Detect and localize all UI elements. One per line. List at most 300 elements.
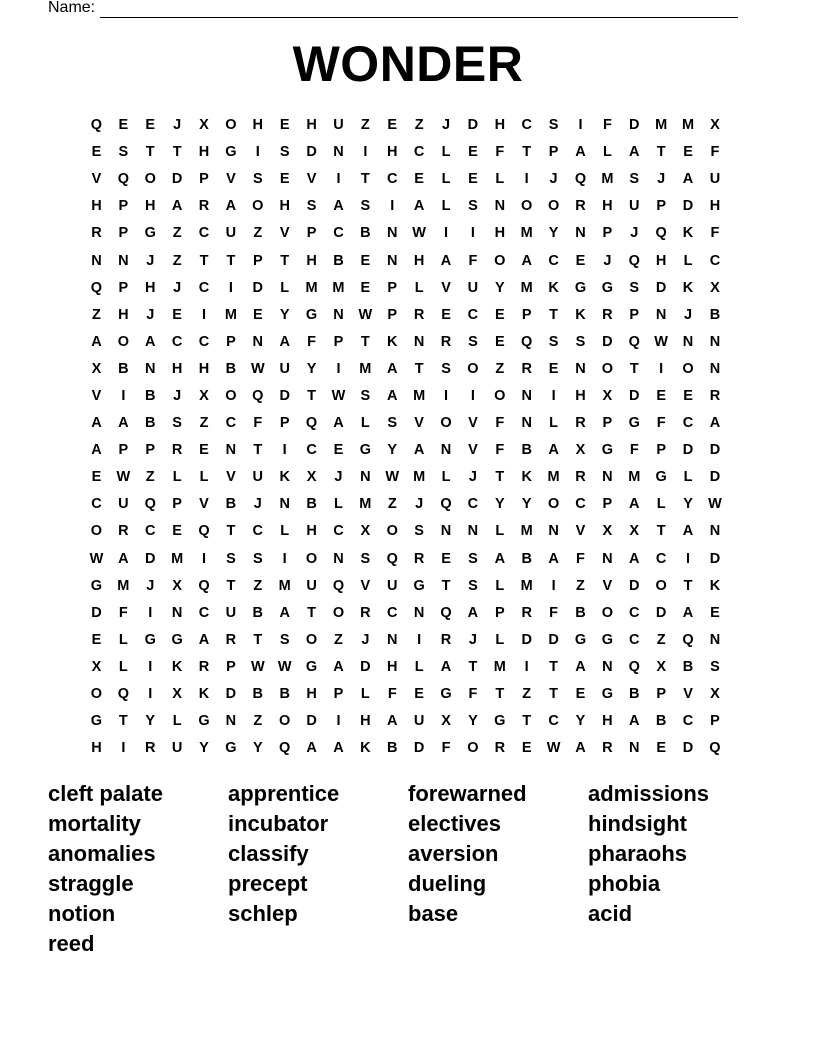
grid-letter: Q [709, 740, 721, 757]
grid-letter: H [91, 740, 102, 757]
grid-letter: O [144, 171, 156, 188]
grid-letter: R [709, 387, 721, 404]
grid-letter: A [279, 333, 290, 350]
grid-letter: G [171, 631, 183, 648]
grid-letter: F [441, 740, 451, 757]
grid-letter: N [387, 225, 398, 242]
grid-letter: F [495, 415, 505, 432]
grid-letter: Z [522, 686, 532, 703]
grid-letter: E [656, 387, 666, 404]
grid-letter: M [520, 279, 533, 296]
grid-letter: Z [172, 252, 182, 269]
grid-letter: G [144, 631, 156, 648]
grid-letter: J [468, 631, 477, 648]
grid-row [83, 139, 728, 166]
name-field [48, 0, 738, 18]
grid-row [83, 166, 728, 193]
grid-letter: K [387, 333, 398, 350]
grid-letter: C [198, 225, 210, 242]
grid-letter: I [390, 198, 395, 215]
grid-letter: N [440, 442, 452, 459]
grid-letter: H [709, 198, 721, 215]
grid-letter: J [146, 577, 155, 594]
word-list-item: anomalies [48, 841, 156, 866]
grid-letter: A [413, 198, 425, 215]
grid-letter: U [629, 198, 640, 215]
grid-letter: J [334, 469, 343, 486]
grid-letter: H [306, 252, 317, 269]
grid-letter: A [91, 442, 102, 459]
grid-letter: V [360, 577, 371, 594]
grid-letter: Q [655, 225, 667, 242]
grid-letter: P [387, 279, 398, 296]
grid-letter: W [358, 306, 373, 323]
grid-letter: I [121, 387, 126, 404]
grid-letter: A [521, 252, 532, 269]
grid-letter: P [279, 415, 290, 432]
grid-letter: K [548, 279, 559, 296]
grid-letter: O [655, 577, 667, 594]
grid-letter: R [602, 306, 613, 323]
grid-letter: I [255, 144, 260, 161]
grid-letter: T [549, 306, 559, 323]
grid-letter: O [494, 252, 506, 269]
grid-letter: B [521, 550, 532, 567]
grid-letter: T [360, 171, 370, 188]
grid-letter: M [601, 171, 614, 188]
grid-letter: I [524, 171, 529, 188]
grid-letter: N [360, 469, 371, 486]
grid-letter: L [495, 523, 505, 540]
grid-letter: K [575, 306, 586, 323]
grid-letter: G [601, 279, 613, 296]
grid-letter: O [386, 523, 398, 540]
grid-letter: A [91, 333, 102, 350]
grid-letter: R [171, 442, 183, 459]
grid-letter: E [199, 442, 209, 459]
grid-letter: U [171, 740, 183, 757]
grid-letter: L [360, 686, 370, 703]
grid-letter: E [91, 631, 102, 648]
word-list-item: phobia [588, 871, 661, 896]
grid-letter: L [172, 469, 182, 486]
grid-letter: M [547, 469, 560, 486]
grid-letter: D [655, 604, 667, 621]
grid-letter: B [252, 604, 264, 621]
grid-letter: N [440, 523, 452, 540]
grid-letter: X [602, 387, 613, 404]
grid-letter: K [360, 740, 371, 757]
grid-letter: D [467, 117, 479, 134]
grid-row [83, 600, 728, 627]
grid-letter: R [91, 225, 102, 242]
grid-letter: P [118, 442, 129, 459]
grid-letter: S [387, 415, 398, 432]
word-list-item: dueling [408, 871, 487, 896]
grid-letter: Z [576, 577, 585, 594]
grid-letter: I [444, 225, 449, 242]
grid-letter: Y [468, 713, 478, 730]
grid-letter: F [495, 442, 505, 459]
grid-letter: O [521, 198, 533, 215]
grid-letter: V [306, 171, 317, 188]
grid-letter: P [145, 442, 156, 459]
grid-letter: W [385, 469, 400, 486]
grid-letter: T [549, 658, 559, 675]
grid-letter: I [551, 577, 556, 594]
grid-letter: N [333, 144, 344, 161]
grid-letter: V [468, 415, 478, 432]
grid-letter: S [575, 333, 586, 350]
grid-letter: Y [199, 740, 209, 757]
grid-row [83, 627, 728, 654]
grid-row [83, 302, 728, 329]
grid-letter: N [252, 333, 264, 350]
grid-letter: V [199, 496, 209, 513]
grid-letter: L [334, 496, 343, 513]
word-list-item: straggle [48, 871, 134, 896]
grid-letter: J [146, 252, 155, 269]
grid-letter: B [144, 415, 156, 432]
grid-letter: L [602, 144, 612, 161]
grid-letter: S [710, 658, 720, 675]
grid-letter: D [709, 469, 721, 486]
grid-letter: N [602, 658, 613, 675]
grid-letter: I [336, 713, 341, 730]
grid-letter: G [494, 713, 506, 730]
grid-letter: F [629, 442, 639, 459]
grid-letter: P [710, 713, 720, 730]
grid-letter: Z [92, 306, 101, 323]
grid-letter: S [118, 144, 129, 161]
grid-letter: X [710, 279, 720, 296]
grid-letter: P [333, 333, 344, 350]
grid-letter: R [575, 469, 586, 486]
grid-letter: A [171, 198, 183, 215]
grid-letter: H [118, 306, 129, 323]
grid-letter: H [494, 117, 506, 134]
grid-letter: O [305, 550, 318, 567]
word-list-item: pharaohs [588, 841, 688, 866]
grid-letter: R [521, 360, 532, 377]
grid-letter: E [91, 469, 102, 486]
grid-letter: T [360, 333, 370, 350]
grid-letter: M [117, 577, 130, 594]
word-list-item: classify [228, 841, 309, 866]
grid-letter: T [226, 523, 236, 540]
grid-letter: I [686, 550, 691, 567]
grid-letter: L [414, 658, 424, 675]
grid-letter: L [118, 658, 128, 675]
grid-letter: N [602, 550, 613, 567]
grid-letter: R [494, 740, 506, 757]
grid-letter: Q [198, 523, 210, 540]
grid-letter: E [279, 117, 290, 134]
grid-letter: X [199, 387, 209, 404]
grid-letter: S [468, 550, 478, 567]
grid-letter: D [306, 713, 317, 730]
grid-letter: E [710, 604, 720, 621]
grid-letter: Y [521, 496, 532, 513]
grid-letter: E [172, 523, 182, 540]
grid-letter: I [659, 360, 664, 377]
grid-letter: Q [628, 658, 640, 675]
grid-row [83, 383, 728, 410]
grid-letter: B [279, 686, 290, 703]
grid-letter: W [331, 387, 346, 404]
grid-letter: C [198, 604, 210, 621]
grid-letter: A [333, 198, 344, 215]
grid-letter: E [145, 117, 156, 134]
grid-letter: O [332, 604, 345, 621]
grid-letter: V [683, 686, 693, 703]
grid-letter: X [602, 523, 613, 540]
grid-letter: B [629, 686, 640, 703]
word-list-item: admissions [588, 781, 710, 806]
grid-letter: S [172, 415, 182, 432]
grid-letter: X [91, 658, 102, 675]
grid-letter: E [575, 686, 586, 703]
grid-letter: N [413, 604, 425, 621]
grid-letter: F [468, 252, 478, 269]
grid-letter: Z [360, 117, 370, 134]
grid-letter: Q [305, 415, 318, 432]
grid-letter: O [117, 333, 129, 350]
grid-letter: T [629, 360, 639, 377]
word-list-item: cleft palate [48, 781, 163, 806]
grid-letter: K [682, 225, 694, 242]
grid-letter: P [548, 144, 559, 161]
grid-letter: M [628, 469, 641, 486]
grid-letter: O [601, 604, 613, 621]
grid-letter: N [333, 306, 344, 323]
grid-letter: S [306, 198, 317, 215]
grid-letter: T [145, 144, 155, 161]
grid-letter: T [199, 252, 209, 269]
grid-letter: D [252, 279, 264, 296]
grid-letter: B [225, 496, 237, 513]
grid-letter: N [655, 306, 667, 323]
grid-letter: Q [332, 577, 345, 594]
grid-letter: A [575, 658, 586, 675]
grid-letter: P [521, 306, 532, 323]
grid-letter: D [306, 144, 317, 161]
grid-letter: X [656, 658, 666, 675]
grid-letter: E [333, 442, 344, 459]
grid-letter: P [118, 279, 129, 296]
grid-letter: W [546, 740, 561, 757]
grid-letter: B [709, 306, 721, 323]
grid-letter: N [144, 360, 156, 377]
grid-letter: O [90, 686, 103, 703]
grid-letter: O [682, 360, 694, 377]
grid-letter: R [575, 198, 586, 215]
grid-letter: V [602, 577, 613, 594]
grid-letter: Y [306, 360, 317, 377]
grid-letter: L [414, 279, 424, 296]
grid-letter: U [279, 360, 290, 377]
grid-letter: J [173, 117, 182, 134]
grid-letter: J [173, 279, 182, 296]
grid-letter: B [387, 740, 398, 757]
grid-letter: V [575, 523, 586, 540]
word-list-item: schlep [228, 901, 298, 926]
grid-letter: B [360, 225, 371, 242]
grid-letter: T [280, 252, 290, 269]
grid-row [83, 518, 728, 545]
grid-letter: L [441, 198, 451, 215]
grid-letter: A [144, 333, 156, 350]
grid-letter: P [387, 306, 398, 323]
grid-letter: G [574, 631, 587, 648]
grid-letter: V [279, 225, 290, 242]
grid-letter: V [468, 442, 478, 459]
grid-letter: W [89, 550, 104, 567]
grid-letter: H [144, 279, 156, 296]
grid-letter: E [118, 117, 129, 134]
name-label: Name: [48, 0, 96, 16]
grid-letter: W [250, 360, 265, 377]
grid-letter: N [467, 523, 479, 540]
grid-letter: D [709, 442, 721, 459]
grid-letter: N [225, 713, 237, 730]
grid-letter: F [495, 144, 505, 161]
grid-letter: E [279, 171, 290, 188]
grid-letter: C [198, 333, 210, 350]
grid-letter: R [118, 523, 129, 540]
grid-letter: C [171, 333, 183, 350]
grid-letter: N [575, 225, 586, 242]
grid-letter: O [467, 740, 479, 757]
grid-letter: C [333, 523, 344, 540]
word-list-item: reed [48, 931, 95, 956]
grid-letter: I [282, 442, 287, 459]
grid-letter: K [198, 686, 210, 703]
grid-letter: Y [494, 279, 505, 296]
grid-row [83, 654, 728, 681]
grid-letter: S [360, 550, 371, 567]
grid-letter: N [494, 198, 506, 215]
grid-letter: U [413, 713, 425, 730]
grid-letter: T [549, 686, 559, 703]
grid-letter: E [683, 387, 693, 404]
grid-row [83, 410, 728, 437]
grid-letter: P [226, 658, 236, 675]
grid-letter: L [441, 144, 451, 161]
grid-letter: Z [656, 631, 666, 648]
grid-letter: N [91, 252, 102, 269]
grid-letter: M [171, 550, 184, 567]
grid-letter: C [575, 496, 586, 513]
grid-letter: M [332, 279, 345, 296]
grid-letter: D [171, 171, 183, 188]
grid-letter: I [336, 360, 341, 377]
grid-letter: P [629, 306, 640, 323]
grid-row [83, 573, 728, 600]
grid-letter: L [495, 171, 505, 188]
grid-letter: Z [253, 577, 263, 594]
grid-letter: H [306, 117, 317, 134]
grid-row [83, 112, 728, 139]
grid-letter: J [684, 306, 693, 323]
grid-letter: Y [279, 306, 290, 323]
word-search-grid [83, 112, 728, 762]
grid-row [83, 247, 728, 274]
grid-letter: E [252, 306, 263, 323]
grid-letter: L [280, 523, 290, 540]
grid-letter: T [468, 658, 478, 675]
grid-letter: M [681, 117, 695, 134]
grid-letter: E [360, 279, 371, 296]
grid-letter: H [171, 360, 183, 377]
grid-letter: C [467, 496, 479, 513]
grid-letter: X [172, 686, 182, 703]
grid-row [83, 491, 728, 518]
grid-letter: D [548, 631, 559, 648]
grid-letter: P [172, 496, 182, 513]
grid-letter: Q [386, 550, 398, 567]
grid-letter: A [575, 144, 586, 161]
grid-letter: V [414, 415, 424, 432]
grid-letter: E [548, 360, 559, 377]
grid-letter: B [333, 252, 344, 269]
grid-letter: N [709, 360, 721, 377]
grid-letter: E [172, 306, 182, 323]
grid-letter: L [441, 171, 451, 188]
grid-letter: G [359, 442, 371, 459]
grid-row [83, 356, 728, 383]
grid-letter: X [629, 523, 640, 540]
grid-letter: E [683, 144, 693, 161]
grid-letter: A [629, 713, 640, 730]
grid-letter: C [306, 442, 317, 459]
grid-letter: P [306, 225, 317, 242]
grid-letter: X [710, 117, 720, 134]
grid-letter: G [574, 279, 587, 296]
grid-letter: N [333, 550, 344, 567]
grid-letter: H [602, 198, 613, 215]
grid-letter: E [414, 686, 424, 703]
grid-letter: X [91, 360, 102, 377]
grid-letter: X [360, 523, 371, 540]
grid-letter: T [226, 577, 236, 594]
grid-letter: J [415, 496, 424, 513]
grid-letter: Q [90, 117, 103, 134]
grid-letter: G [90, 577, 103, 594]
grid-letter: A [440, 252, 452, 269]
grid-letter: L [495, 577, 505, 594]
grid-letter: S [468, 577, 478, 594]
page-title: WONDER [292, 36, 524, 92]
grid-letter: B [252, 686, 264, 703]
grid-letter: P [602, 415, 613, 432]
grid-letter: Q [440, 496, 452, 513]
grid-letter: Y [252, 740, 263, 757]
grid-letter: E [575, 252, 586, 269]
grid-letter: R [198, 198, 210, 215]
grid-letter: A [682, 171, 694, 188]
word-list-item: electives [408, 811, 501, 836]
grid-letter: M [359, 496, 372, 513]
grid-letter: R [440, 631, 452, 648]
grid-letter: M [359, 360, 372, 377]
grid-letter: H [306, 523, 317, 540]
grid-letter: Q [90, 279, 103, 296]
grid-letter: N [118, 252, 129, 269]
grid-letter: H [91, 198, 102, 215]
word-list-item: apprentice [228, 781, 340, 806]
grid-letter: G [601, 631, 613, 648]
